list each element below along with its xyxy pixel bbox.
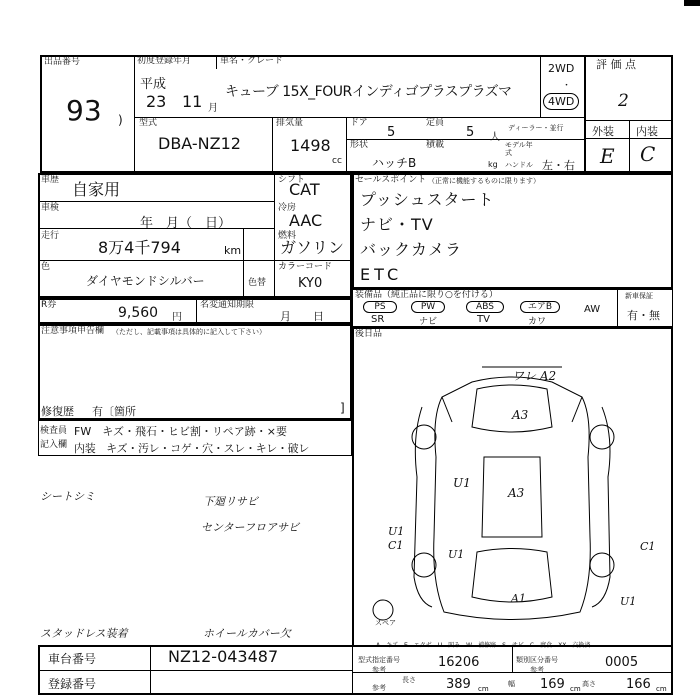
new-car-value: 有・無 (627, 309, 660, 322)
selling-item-1: プッシュスタート (360, 190, 495, 209)
shape: ハッチB (372, 156, 417, 170)
mileage-label: 走行 (41, 231, 60, 241)
score-label: 評 価 点 (596, 58, 636, 71)
deadline-label: 名変通知期限 (200, 300, 255, 310)
map-mark-5: U1 (388, 525, 405, 538)
month-unit: 月 (208, 103, 218, 114)
map-mark-2: A3 (512, 408, 529, 422)
note-studless: スタッドレス装着 (40, 627, 128, 640)
length-label: 長さ (402, 676, 416, 684)
lot-number: 93 (66, 94, 102, 127)
color-label: 色 (41, 262, 51, 272)
exterior-label: 外装 (592, 125, 614, 138)
type-spec: 16206 (438, 655, 480, 670)
damage-legend: A―キズ E―エクボ U―凹み W―補修跡 S―サビ C―腐食 XX―交換済 (376, 642, 591, 649)
declaration-note: （ただし、記載事項は具体的に記入して下さい） (112, 328, 266, 336)
length-ref: 参考 (372, 684, 386, 692)
cc-unit: cc (332, 156, 342, 166)
diagram-spare-wheel (373, 600, 393, 620)
repair-label: 修復歴 (41, 405, 74, 418)
interior-label: 内装 (636, 125, 658, 138)
deadline-value: 月 日 (280, 310, 324, 323)
category-ref: 参考 (530, 666, 544, 674)
declaration-label: 注意事項申告欄 (41, 326, 105, 336)
shift: CAT (289, 180, 320, 199)
corner-mark (684, 0, 700, 6)
equip-ps: PS (363, 301, 397, 313)
handle-label: ハンドル (505, 161, 533, 169)
map-mark-6: C1 (388, 539, 404, 552)
width-unit: cm (570, 685, 581, 693)
new-car-label: 新車保証 (625, 292, 653, 300)
yen-unit: 円 (172, 312, 182, 323)
color: ダイヤモンドシルバー (86, 274, 205, 288)
map-mark-8: U1 (448, 548, 465, 561)
displacement-label: 排気量 (276, 118, 304, 128)
shape-label: 形状 (350, 140, 369, 150)
model-year-label: モデル年式 (505, 141, 533, 157)
map-mark-10: U1 (620, 595, 637, 608)
ac-label: 冷房 (278, 203, 297, 213)
car-name-label: 車名・グレード (220, 56, 284, 66)
capacity: 5 (466, 125, 475, 140)
height: 166 (626, 677, 651, 692)
car-name: キューブ 15X_FOURインディゴプラスプラズマ (225, 84, 512, 100)
interior-grade: C (640, 142, 656, 166)
note-wheel-cap: ホイールカバー欠 (203, 627, 291, 640)
capacity-label: 定員 (426, 118, 445, 128)
length-unit: cm (478, 685, 489, 693)
checklist-line1: FW キズ・飛石・ヒビ割・リペア跡・×要 (74, 425, 287, 438)
handle: 左・右 (542, 159, 575, 172)
width-label: 幅 (508, 680, 515, 688)
history: 自家用 (72, 180, 121, 199)
checklist-line2: 内装 キズ・汚レ・コゲ・穴・スレ・キレ・破レ (74, 442, 310, 455)
drive-4wd: 4WD (543, 93, 579, 110)
doors: 5 (387, 125, 396, 140)
mileage: 8万4千794 (98, 238, 181, 257)
diagram-wheel-fr (590, 425, 614, 449)
map-mark-9: A1 (511, 592, 526, 605)
kg-unit: kg (488, 160, 498, 169)
dealer-label: ディーラー・並行 (508, 124, 564, 132)
lot-label: 出品番号 (44, 57, 81, 67)
chassis-label: 車台番号 (48, 652, 97, 666)
category-label: 類別区分番号 (516, 656, 558, 664)
equip-aw: AW (584, 304, 601, 315)
type-spec-ref: 参考 (372, 666, 386, 674)
inspector-label: 検査員記入欄 (40, 426, 68, 450)
load-label: 積載 (426, 140, 445, 150)
recycle-amount: 9,560 (118, 305, 159, 321)
doors-label: ドア (350, 118, 368, 128)
ac: AAC (289, 211, 323, 230)
lot-paren: ) (118, 113, 123, 127)
model-label: 型式 (139, 118, 158, 128)
map-mark-7: C1 (640, 540, 656, 553)
category: 0005 (605, 655, 639, 670)
selling-note: （正常に機能するものに限ります） (428, 177, 540, 185)
selling-item-3: バックカメラ (360, 240, 463, 259)
first-reg-label: 初度登録年月 (137, 56, 192, 66)
height-unit: cm (656, 685, 667, 693)
note-underbody: 下廻リサビ (203, 495, 258, 508)
spare-label: スペア (375, 619, 396, 627)
map-mark-4: U1 (453, 476, 471, 490)
equip-airbag: エアB (520, 301, 560, 313)
reg-year: 23 (146, 92, 167, 111)
height-label: 高さ (582, 680, 596, 688)
reg-month: 11 (182, 92, 203, 111)
persons-unit: 人 (490, 132, 500, 143)
selling-item-2: ナビ・TV (360, 215, 434, 234)
shift-label: シフト (278, 175, 306, 185)
km-unit: km (224, 244, 242, 257)
map-mark-1: ワレ A2 (512, 369, 557, 383)
color-code: KY0 (298, 276, 323, 291)
note-centre: センターフロアサビ (201, 521, 300, 534)
width: 169 (540, 677, 565, 692)
inspection-label: 車検 (41, 203, 60, 213)
length: 389 (446, 677, 471, 692)
equipment-label: 装備品（純正品に限り○を付ける） (355, 290, 498, 300)
type-spec-label: 型式指定番号 (358, 656, 400, 664)
reg-label: 登録番号 (48, 677, 97, 691)
equip-sr: SR (371, 314, 385, 325)
note-seat: シートシミ (40, 490, 95, 503)
color-no-label: 色替 (248, 278, 267, 288)
selling-item-4: ETC (360, 265, 403, 284)
repair-value: 有〔箇所 (92, 405, 136, 418)
inspection-value: 年 月（ 日） (140, 216, 232, 231)
era: 平成 (140, 77, 167, 92)
drive-2wd: 2WD (548, 62, 575, 75)
map-mark-3: A3 (508, 486, 525, 500)
fuel: ガソリン (280, 238, 345, 257)
model: DBA-NZ12 (158, 134, 241, 153)
equip-navi: ナビ (419, 317, 438, 327)
diagram-wheel-rr (590, 553, 614, 577)
selling-label: セールスポイント (355, 175, 427, 185)
equip-pw: PW (411, 301, 445, 313)
recycle-label: R券 (41, 300, 57, 310)
color-code-label: カラーコード (278, 262, 333, 272)
equip-leather: カワ (528, 317, 547, 327)
rear-label: 後日品 (355, 329, 383, 339)
displacement: 1498 (290, 136, 331, 155)
exterior-grade: E (600, 144, 615, 168)
diagram-wheel-rl (412, 553, 436, 577)
equip-tv: TV (477, 314, 490, 325)
chassis: NZ12-043487 (168, 647, 279, 666)
declaration-box (38, 324, 352, 420)
equip-abs: ABS (466, 301, 504, 313)
score-value: 2 (618, 91, 629, 111)
fuel-label: 燃料 (278, 231, 297, 241)
history-label: 車歴 (41, 175, 60, 185)
